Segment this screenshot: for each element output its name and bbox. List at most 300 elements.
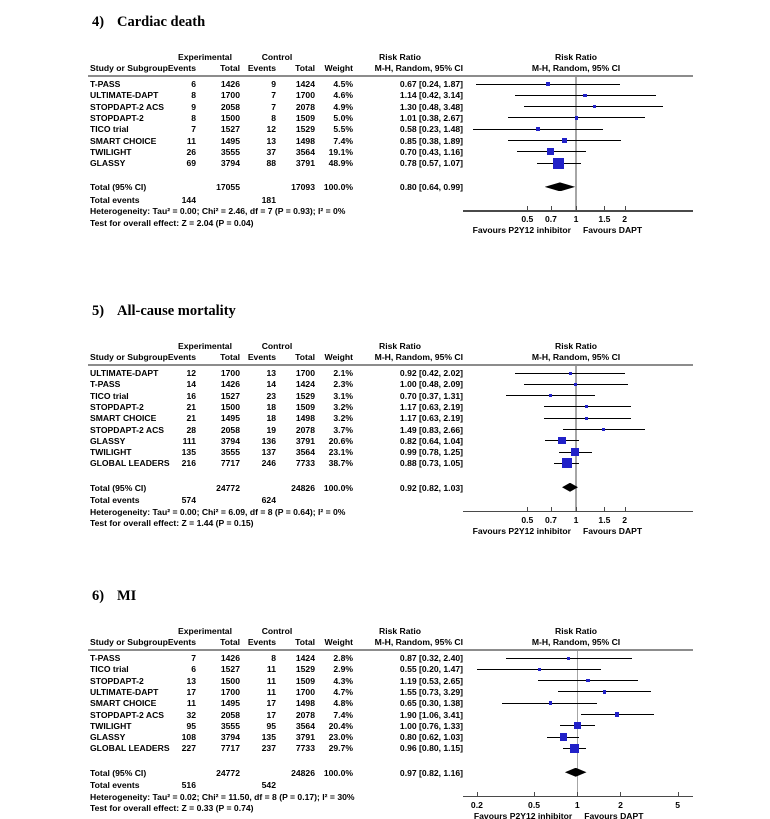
effect-marker [569, 372, 572, 375]
heterogeneity-text: Heterogeneity: Tau² = 0.02; Chi² = 11.50, df = 8 (P = 0.17); I² = 30% [90, 791, 355, 802]
total-events-ctl: 542 [261, 780, 276, 791]
study-total-exp: 1700 [220, 90, 240, 101]
col-header-events-ctl: Events [247, 352, 276, 362]
plot-header-effect: Risk Ratio [554, 626, 598, 636]
study-total-exp: 1426 [220, 379, 240, 390]
study-weight: 5.5% [333, 124, 353, 135]
study-events-ctl: 37 [266, 146, 276, 157]
effect-marker [603, 690, 606, 693]
study-events-ctl: 137 [261, 447, 276, 458]
study-events-exp: 12 [186, 368, 196, 378]
study-ci-text: 1.49 [0.83, 2.66] [399, 424, 463, 435]
study-total-ctl: 3564 [295, 447, 315, 458]
study-weight: 23.1% [328, 447, 353, 458]
study-events-exp: 13 [186, 675, 196, 686]
study-weight: 4.3% [333, 675, 353, 686]
study-total-exp: 7717 [220, 458, 240, 469]
study-total-exp: 1500 [220, 675, 240, 686]
study-name: STOPDAPT-2 [90, 675, 144, 686]
study-events-exp: 69 [186, 158, 196, 169]
overall-effect-text: Test for overall effect: Z = 1.44 (P = 0.15) [90, 518, 254, 529]
study-total-ctl: 7733 [295, 743, 315, 754]
effect-marker [583, 94, 586, 97]
study-events-ctl: 23 [266, 390, 276, 401]
study-events-exp: 6 [191, 664, 196, 675]
study-weight: 4.7% [333, 686, 353, 697]
study-events-ctl: 95 [266, 720, 276, 731]
x-axis-tick-label: 0.5 [528, 799, 540, 810]
study-name: TWILIGHT [90, 146, 132, 157]
study-events-exp: 227 [181, 743, 196, 754]
study-weight: 4.8% [333, 698, 353, 709]
favours-left-label: Favours P2Y12 inhibitor [472, 225, 571, 236]
total-n-exp: 17055 [216, 182, 240, 193]
col-header-weight: Weight [324, 637, 353, 647]
study-events-exp: 28 [186, 424, 196, 435]
effect-marker [585, 417, 588, 420]
effect-marker [562, 138, 566, 142]
effect-marker [549, 394, 552, 397]
effect-marker [615, 712, 619, 716]
col-header-study: Study or Subgroup [90, 352, 168, 362]
study-weight: 2.9% [333, 664, 353, 675]
col-header-events-exp: Events [167, 63, 196, 73]
col-header-total-ctl: Total [295, 63, 315, 73]
x-axis-tick-label: 0.7 [544, 214, 557, 225]
study-total-ctl: 1498 [295, 698, 315, 709]
col-header-effect: Risk Ratio [378, 626, 422, 636]
col-header-control: Control [261, 626, 293, 636]
study-name: SMART CHOICE [90, 698, 157, 709]
study-total-ctl: 3791 [295, 732, 315, 743]
study-total-ctl: 1700 [295, 686, 315, 697]
favours-left-label: Favours P2Y12 inhibitor [473, 810, 573, 819]
study-total-exp: 1527 [220, 390, 240, 401]
study-total-exp: 2058 [220, 709, 240, 720]
study-events-exp: 14 [186, 379, 196, 390]
study-total-ctl: 1498 [295, 135, 315, 146]
study-total-ctl: 1509 [295, 675, 315, 686]
total-ci-text: 0.80 [0.64, 0.99] [399, 182, 463, 193]
col-header-events-ctl: Events [247, 637, 276, 647]
study-total-exp: 3555 [220, 146, 240, 157]
panel-number: 5) [92, 303, 105, 319]
study-weight: 7.4% [333, 135, 353, 146]
header-rule [88, 649, 693, 651]
study-total-exp: 1527 [220, 124, 240, 135]
header-rule [88, 364, 693, 366]
study-events-exp: 108 [181, 732, 196, 743]
total-n-exp: 24772 [216, 482, 240, 493]
x-axis-tick-label: 0.2 [470, 799, 483, 810]
study-ci-text: 0.70 [0.43, 1.16] [399, 146, 463, 157]
study-events-ctl: 17 [266, 698, 276, 709]
effect-marker [553, 158, 564, 169]
study-total-ctl: 1529 [295, 390, 315, 401]
study-total-exp: 1700 [220, 368, 240, 378]
total-n-ctl: 17093 [291, 182, 315, 193]
panel-number: 6) [92, 588, 105, 604]
study-total-exp: 1527 [220, 664, 240, 675]
study-total-ctl: 1700 [295, 90, 315, 101]
study-total-exp: 1700 [220, 686, 240, 697]
col-header-study: Study or Subgroup [90, 63, 168, 73]
study-ci-text: 1.17 [0.63, 2.19] [399, 413, 463, 424]
x-axis-tick-label: 2 [618, 799, 623, 810]
study-weight: 4.6% [333, 90, 353, 101]
col-header-method: M-H, Random, 95% CI [374, 637, 463, 647]
study-events-exp: 8 [191, 90, 196, 101]
study-ci-text: 0.70 [0.37, 1.31] [399, 390, 463, 401]
study-events-ctl: 18 [266, 413, 276, 424]
total-weight: 100.0% [323, 767, 353, 778]
col-header-control: Control [261, 52, 293, 62]
total-events-exp: 144 [181, 194, 196, 205]
study-ci-text: 0.78 [0.57, 1.07] [399, 158, 463, 169]
study-total-ctl: 1700 [295, 368, 315, 378]
study-events-ctl: 9 [271, 79, 276, 89]
x-axis-tick-label: 2 [622, 514, 627, 525]
study-total-ctl: 1498 [295, 413, 315, 424]
col-header-experimental: Experimental [178, 52, 232, 62]
overall-effect-text: Test for overall effect: Z = 2.04 (P = 0.04) [90, 217, 254, 228]
study-total-exp: 1495 [220, 413, 240, 424]
study-events-exp: 7 [191, 653, 196, 663]
study-events-exp: 135 [181, 447, 196, 458]
study-events-ctl: 11 [266, 686, 276, 697]
study-weight: 19.1% [328, 146, 353, 157]
effect-marker [585, 405, 588, 408]
study-events-ctl: 12 [266, 124, 276, 135]
study-name: GLASSY [90, 435, 126, 446]
total-events-label: Total events [90, 780, 140, 791]
study-events-ctl: 14 [266, 379, 276, 390]
study-events-exp: 21 [186, 401, 196, 412]
study-ci-text: 0.58 [0.23, 1.48] [399, 124, 463, 135]
study-total-exp: 3794 [220, 435, 240, 446]
study-ci-text: 0.65 [0.30, 1.38] [399, 698, 463, 709]
study-name: TICO trial [90, 124, 129, 135]
study-name: T-PASS [90, 379, 121, 390]
study-events-ctl: 246 [261, 458, 276, 469]
study-events-ctl: 237 [261, 743, 276, 754]
x-axis-tick [604, 507, 605, 511]
col-header-total-exp: Total [220, 352, 240, 362]
study-events-ctl: 11 [266, 675, 276, 686]
study-ci-text: 1.00 [0.76, 1.33] [399, 720, 463, 731]
total-events-exp: 574 [181, 495, 196, 506]
study-events-exp: 32 [186, 709, 196, 720]
study-name: T-PASS [90, 79, 121, 89]
study-total-ctl: 2078 [295, 101, 315, 112]
col-header-total-ctl: Total [295, 352, 315, 362]
study-weight: 4.9% [333, 101, 353, 112]
favours-right-label: Favours DAPT [582, 225, 643, 236]
panel-title: All-cause mortality [117, 303, 236, 319]
x-axis-tick [625, 507, 626, 511]
total-ci-text: 0.92 [0.82, 1.03] [399, 482, 463, 493]
total-label: Total (95% CI) [90, 767, 147, 778]
study-weight: 7.4% [333, 709, 353, 720]
study-name: ULTIMATE-DAPT [90, 368, 159, 378]
study-total-ctl: 1424 [295, 79, 315, 89]
study-name: STOPDAPT-2 ACS [90, 424, 165, 435]
col-header-control: Control [261, 341, 293, 351]
effect-marker [560, 733, 568, 741]
study-events-ctl: 7 [271, 90, 276, 101]
study-total-exp: 1495 [220, 698, 240, 709]
panel-title: MI [117, 588, 137, 604]
study-ci-text: 0.80 [0.62, 1.03] [399, 732, 463, 743]
plot-header-effect: Risk Ratio [554, 341, 598, 351]
study-ci-text: 1.55 [0.73, 3.29] [399, 686, 463, 697]
study-weight: 3.2% [333, 401, 353, 412]
study-events-ctl: 13 [266, 135, 276, 146]
x-axis-tick [604, 206, 605, 210]
study-weight: 48.9% [328, 158, 353, 169]
null-effect-line [575, 77, 577, 211]
effect-marker [574, 722, 581, 729]
study-total-ctl: 2078 [295, 424, 315, 435]
col-header-events-exp: Events [167, 352, 196, 362]
study-events-ctl: 17 [266, 709, 276, 720]
study-total-exp: 1426 [220, 653, 240, 663]
study-ci-text: 0.99 [0.78, 1.25] [399, 447, 463, 458]
study-total-exp: 3794 [220, 732, 240, 743]
study-name: GLOBAL LEADERS [90, 458, 170, 469]
study-ci-text: 1.19 [0.53, 2.65] [399, 675, 463, 686]
study-total-ctl: 3791 [295, 158, 315, 169]
total-n-ctl: 24826 [291, 482, 315, 493]
study-name: ULTIMATE-DAPT [90, 686, 159, 697]
study-events-exp: 111 [182, 435, 196, 446]
total-events-ctl: 624 [261, 495, 276, 506]
study-total-ctl: 1529 [295, 664, 315, 675]
study-weight: 2.1% [333, 368, 353, 378]
study-events-ctl: 11 [266, 664, 276, 675]
study-name: TWILIGHT [90, 447, 132, 458]
pooled-diamond [565, 768, 587, 777]
col-header-total-exp: Total [220, 63, 240, 73]
study-name: T-PASS [90, 653, 121, 663]
study-name: SMART CHOICE [90, 135, 157, 146]
study-name: STOPDAPT-2 [90, 401, 144, 412]
study-total-exp: 1500 [220, 112, 240, 123]
study-total-ctl: 3564 [295, 720, 315, 731]
effect-marker [562, 458, 572, 468]
effect-marker [567, 657, 570, 660]
study-weight: 23.0% [328, 732, 353, 743]
col-header-events-ctl: Events [247, 63, 276, 73]
study-name: TICO trial [90, 390, 129, 401]
x-axis-tick-label: 1 [573, 214, 579, 225]
study-total-ctl: 1424 [295, 379, 315, 390]
col-header-method: M-H, Random, 95% CI [374, 63, 463, 73]
panel-title: Cardiac death [117, 14, 206, 30]
col-header-weight: Weight [324, 352, 353, 362]
x-axis-tick-label: 1.5 [598, 214, 611, 225]
favours-left-label: Favours P2Y12 inhibitor [472, 525, 571, 536]
study-total-ctl: 3564 [295, 146, 315, 157]
study-weight: 3.1% [333, 390, 353, 401]
study-ci-text: 1.90 [1.06, 3.41] [399, 709, 463, 720]
study-ci-text: 0.82 [0.64, 1.04] [399, 435, 463, 446]
study-total-exp: 1495 [220, 135, 240, 146]
study-events-ctl: 19 [266, 424, 276, 435]
study-weight: 2.8% [333, 653, 353, 663]
study-total-ctl: 3791 [295, 435, 315, 446]
study-ci-text: 1.14 [0.42, 3.14] [399, 90, 463, 101]
study-events-exp: 8 [191, 112, 196, 123]
study-events-exp: 17 [186, 686, 196, 697]
col-header-effect: Risk Ratio [378, 52, 422, 62]
x-axis-tick-label: 2 [622, 214, 627, 225]
null-effect-line [575, 366, 577, 511]
col-header-events-exp: Events [167, 637, 196, 647]
study-total-exp: 2058 [220, 424, 240, 435]
header-rule [88, 75, 693, 77]
col-header-weight: Weight [324, 63, 353, 73]
study-events-ctl: 8 [271, 112, 276, 123]
plot-header-method: M-H, Random, 95% CI [531, 637, 621, 647]
heterogeneity-text: Heterogeneity: Tau² = 0.00; Chi² = 6.09, df = 8 (P = 0.64); I² = 0% [90, 506, 346, 517]
study-ci-text: 0.92 [0.42, 2.02] [399, 368, 463, 378]
effect-marker [536, 127, 540, 131]
total-n-exp: 24772 [216, 767, 240, 778]
study-events-exp: 95 [186, 720, 196, 731]
study-name: STOPDAPT-2 ACS [90, 101, 165, 112]
x-axis-tick-label: 0.5 [521, 214, 534, 225]
x-axis-tick [527, 507, 528, 511]
study-weight: 4.5% [333, 79, 353, 89]
study-events-exp: 21 [186, 413, 196, 424]
study-events-exp: 11 [186, 698, 196, 709]
x-axis-tick [576, 206, 577, 210]
x-axis-tick [477, 792, 478, 796]
x-axis-tick-label: 0.7 [544, 514, 557, 525]
effect-marker [571, 448, 579, 456]
total-events-ctl: 181 [261, 194, 276, 205]
col-header-total-ctl: Total [295, 637, 315, 647]
study-name: STOPDAPT-2 ACS [90, 709, 165, 720]
x-axis-tick-label: 0.5 [521, 514, 534, 525]
study-ci-text: 0.55 [0.20, 1.47] [399, 664, 463, 675]
study-total-exp: 3555 [220, 720, 240, 731]
study-total-ctl: 1509 [295, 112, 315, 123]
study-total-ctl: 7733 [295, 458, 315, 469]
study-total-exp: 3555 [220, 447, 240, 458]
study-ci-text: 1.30 [0.48, 3.48] [399, 101, 463, 112]
effect-marker [558, 437, 565, 444]
col-header-method: M-H, Random, 95% CI [374, 352, 463, 362]
study-name: TICO trial [90, 664, 129, 675]
x-axis [463, 210, 693, 212]
study-name: GLASSY [90, 732, 126, 743]
study-ci-text: 0.67 [0.24, 1.87] [399, 79, 463, 89]
study-events-exp: 16 [186, 390, 196, 401]
study-name: TWILIGHT [90, 720, 132, 731]
effect-marker [593, 105, 597, 109]
study-events-ctl: 136 [261, 435, 276, 446]
x-axis-tick [534, 792, 535, 796]
study-weight: 38.7% [328, 458, 353, 469]
col-header-effect: Risk Ratio [378, 341, 422, 351]
study-ci-text: 0.88 [0.73, 1.05] [399, 458, 463, 469]
plot-header-effect: Risk Ratio [554, 52, 598, 62]
plot-header-method: M-H, Random, 95% CI [531, 63, 621, 73]
study-events-ctl: 7 [271, 101, 276, 112]
study-total-ctl: 1529 [295, 124, 315, 135]
study-ci-text: 1.00 [0.48, 2.09] [399, 379, 463, 390]
study-ci-text: 0.87 [0.32, 2.40] [399, 653, 463, 663]
total-events-label: Total events [90, 495, 140, 506]
total-weight: 100.0% [323, 182, 353, 193]
study-total-ctl: 1424 [295, 653, 315, 663]
study-total-exp: 2058 [220, 101, 240, 112]
total-ci-text: 0.97 [0.82, 1.16] [399, 767, 463, 778]
study-weight: 3.7% [333, 424, 353, 435]
study-events-ctl: 88 [266, 158, 276, 169]
study-total-ctl: 1509 [295, 401, 315, 412]
x-axis-tick-label: 1.5 [598, 514, 611, 525]
study-weight: 2.3% [333, 379, 353, 390]
study-events-exp: 6 [191, 79, 196, 89]
study-events-ctl: 18 [266, 401, 276, 412]
effect-marker [570, 744, 579, 753]
study-name: SMART CHOICE [90, 413, 157, 424]
study-events-exp: 26 [186, 146, 196, 157]
panel-number: 4) [92, 14, 105, 30]
effect-marker [574, 383, 577, 386]
plot-header-method: M-H, Random, 95% CI [531, 352, 621, 362]
effect-marker [546, 82, 549, 85]
study-ci-text: 1.01 [0.38, 2.67] [399, 112, 463, 123]
x-axis-tick [551, 206, 552, 210]
study-ci-text: 0.96 [0.80, 1.15] [399, 743, 463, 754]
col-header-experimental: Experimental [178, 341, 232, 351]
effect-marker [586, 679, 589, 682]
x-axis-tick [577, 792, 578, 796]
total-label: Total (95% CI) [90, 482, 147, 493]
total-weight: 100.0% [323, 482, 353, 493]
x-axis-tick [551, 507, 552, 511]
total-events-label: Total events [90, 194, 140, 205]
study-weight: 29.7% [328, 743, 353, 754]
study-events-exp: 9 [191, 101, 196, 112]
study-name: GLOBAL LEADERS [90, 743, 170, 754]
study-events-exp: 216 [181, 458, 196, 469]
favours-right-label: Favours DAPT [582, 525, 643, 536]
study-weight: 5.0% [333, 112, 353, 123]
study-events-ctl: 8 [271, 653, 276, 663]
study-name: ULTIMATE-DAPT [90, 90, 159, 101]
study-events-ctl: 13 [266, 368, 276, 378]
effect-marker [538, 668, 541, 671]
study-total-exp: 1500 [220, 401, 240, 412]
favours-right-label: Favours DAPT [584, 810, 644, 819]
x-axis [463, 511, 693, 513]
study-total-exp: 7717 [220, 743, 240, 754]
x-axis-tick [576, 507, 577, 511]
study-events-exp: 7 [191, 124, 196, 135]
total-n-ctl: 24826 [291, 767, 315, 778]
pooled-diamond [545, 182, 576, 191]
heterogeneity-text: Heterogeneity: Tau² = 0.00; Chi² = 2.46, df = 7 (P = 0.93); I² = 0% [90, 206, 346, 217]
study-total-ctl: 2078 [295, 709, 315, 720]
x-axis-tick [527, 206, 528, 210]
effect-marker [547, 148, 554, 155]
x-axis-tick [678, 792, 679, 796]
